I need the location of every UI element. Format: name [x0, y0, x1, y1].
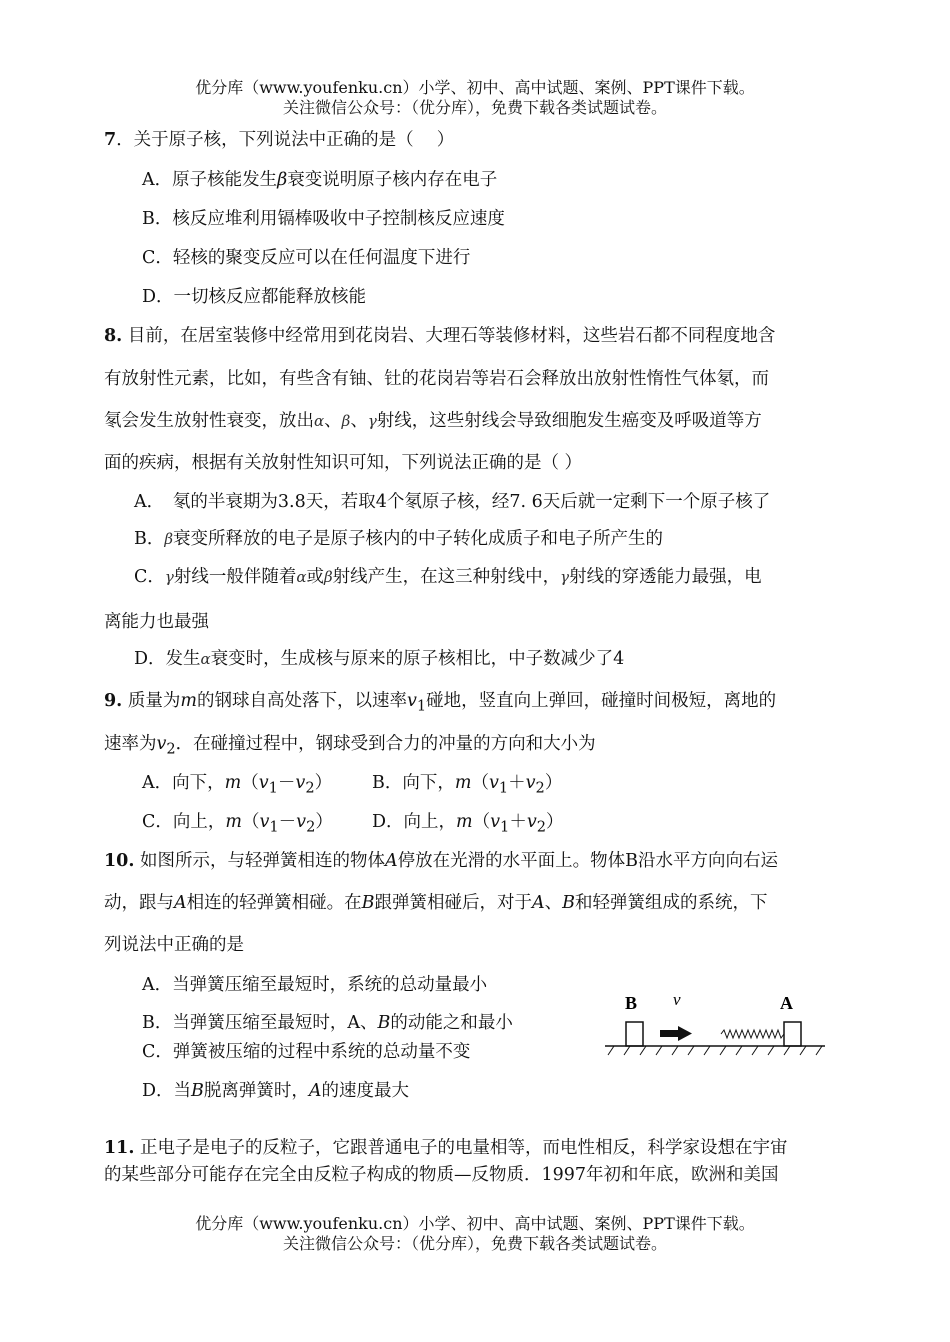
q9-stem-line-2: 速率为$v_2$．在碰撞过程中，钢球受到合力的冲量的方向和大小为: [104, 734, 596, 758]
q8-option-d: D．发生α衰变时，生成核与原来的原子核相比，中子数减少了4: [134, 649, 625, 669]
q7-option-a: A．原子核能发生β衰变说明原子核内存在电子: [142, 170, 498, 190]
q8-stem-line-2: 有放射性元素，比如，有些含有铀、钍的花岗岩等岩石会释放出放射性惰性气体氡，而: [104, 369, 769, 389]
q8-stem-line-3: 氡会发生放射性衰变，放出α、β、γ射线，这些射线会导致细胞发生癌变及呼吸道等方: [104, 411, 762, 431]
q7-option-b: B．核反应堆利用镉棒吸收中子控制核反应速度: [142, 209, 505, 229]
q9-option-a: A．向下，$m(v_1-v_2)$: [142, 773, 333, 797]
footer-line-1: 优分库（www.youfenku.cn）小学、初中、高中试题、案例、PPT课件下载。: [195, 1214, 755, 1233]
q9-option-c: C．向上，$m(v_1-v_2)$: [142, 812, 333, 836]
q8-option-c: C．γ射线一般伴随着α或β射线产生，在这三种射线中，γ射线的穿透能力最强，电: [134, 567, 762, 587]
q8-stem-line-4: 面的疾病，根据有关放射性知识可知，下列说法正确的是（ ）: [104, 453, 583, 473]
footer-line-2: 关注微信公众号：（优分库），免费下载各类试题试卷。: [282, 1234, 667, 1253]
velocity-arrow: [660, 1026, 692, 1041]
q8-option-a: A． 氡的半衰期为3.8天，若取4个氡原子核，经7. 6天后就一定剩下一个原子核了: [134, 492, 771, 512]
header-line-2: 关注微信公众号：（优分库），免费下载各类试题试卷。: [282, 98, 667, 117]
q7-option-d: D．一切核反应都能释放核能: [142, 287, 367, 307]
q8-stem-line-1: 8. 目前，在居室装修中经常用到花岗岩、大理石等装修材料，这些岩石都不同程度地含: [104, 326, 776, 346]
q10-figure: [600, 988, 835, 1068]
q11-stem-line-1: 11. 正电子是电子的反粒子，它跟普通电子的电量相等，而电性相反，科学家设想在宇宙: [104, 1138, 788, 1158]
q10-option-c: C．弹簧被压缩的过程中系统的总动量不变: [142, 1042, 471, 1062]
header-line-1: 优分库（www.youfenku.cn）小学、初中、高中试题、案例、PPT课件下载。: [195, 78, 755, 97]
block-a: [784, 1022, 801, 1046]
q10-option-a: A．当弹簧压缩至最短时，系统的总动量最小: [142, 975, 488, 995]
q10-stem-line-1: 10. 如图所示，与轻弹簧相连的物体A停放在光滑的水平面上。物体B沿水平方向向右运: [104, 851, 779, 871]
fig-label-v: v: [673, 990, 681, 1009]
q7-option-c: C．轻核的聚变反应可以在任何温度下进行: [142, 248, 471, 268]
fig-label-b: B: [625, 993, 638, 1013]
fig-label-a: A: [780, 993, 793, 1013]
q10-option-b: B．当弹簧压缩至最短时，A、B的动能之和最小: [142, 1013, 513, 1033]
q11-stem-line-2: 的某些部分可能存在完全由反粒子构成的物质—反物质．1997年初和年底，欧洲和美国: [104, 1165, 779, 1185]
q9-stem-line-1: 9. 质量为m的钢球自高处落下，以速率$v_1$碰地，竖直向上弹回，碰撞时间极短，离地的: [104, 691, 777, 715]
q8-option-b: B．β衰变所释放的电子是原子核内的中子转化成质子和电子所产生的: [134, 529, 664, 549]
q10-option-d: D．当B脱离弹簧时，A的速度最大: [142, 1081, 410, 1101]
q7-stem: 7．关于原子核，下列说法中正确的是（ ）: [104, 130, 455, 150]
q9-option-d: D．向上，$m(v_1+v_2)$: [372, 812, 564, 836]
spring: [721, 1030, 784, 1038]
q10-stem-line-3: 列说法中正确的是: [104, 935, 244, 955]
q10-stem-line-2: 动，跟与A相连的轻弹簧相碰。在B跟弹簧相碰后，对于A、B和轻弹簧组成的系统，下: [104, 893, 768, 913]
ground-hatching: [608, 1046, 822, 1055]
block-b: [626, 1022, 643, 1046]
q8-option-c-continued: 离能力也最强: [104, 612, 209, 632]
q9-option-b: B．向下，$m(v_1+v_2)$: [372, 773, 563, 797]
